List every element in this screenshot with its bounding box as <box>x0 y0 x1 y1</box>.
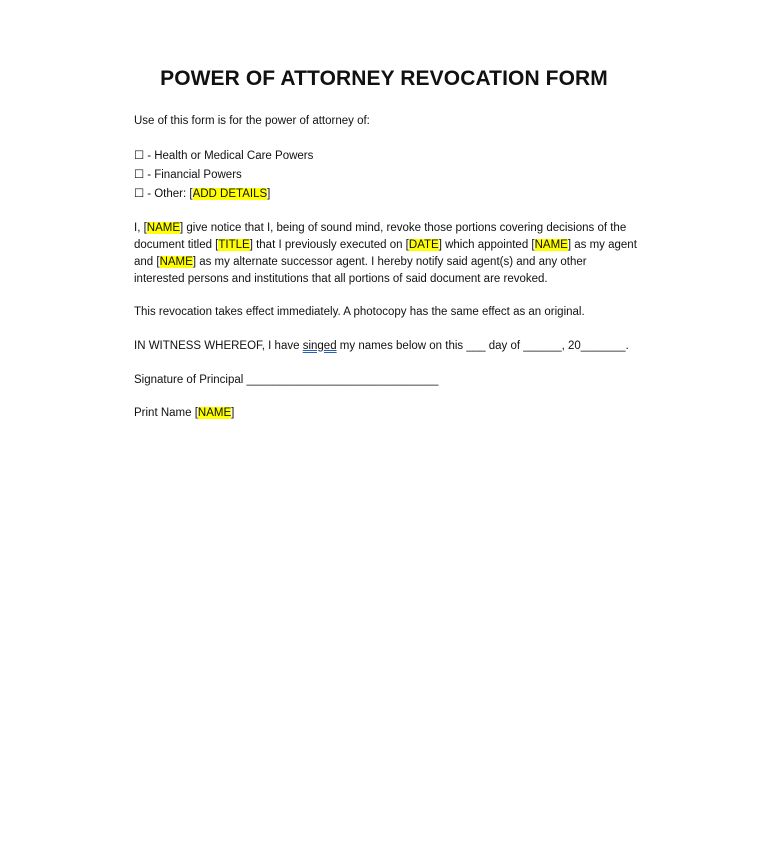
notice-text-5: ] as my agent and [ <box>134 239 637 268</box>
name-placeholder-principal: NAME <box>146 222 181 234</box>
print-name-suffix: ] <box>231 407 235 419</box>
intro-paragraph: Use of this form is for the power of attorney of: <box>134 115 370 127</box>
signature-row <box>134 372 639 389</box>
option-other <box>134 186 639 203</box>
notice-text-2: ] give notice that I, being of sound mind, revoke those portions covering decisions of the document titled [ <box>134 222 627 251</box>
document-title: POWER OF ATTORNEY REVOCATION FORM <box>160 67 608 90</box>
notice-paragraph <box>134 220 639 288</box>
print-name-label: Print Name [ <box>134 407 198 419</box>
signature-label: Signature of Principal <box>134 374 247 386</box>
checkbox-financial-icon: ☐ <box>134 169 145 181</box>
option-health-label: - Health or Medical Care Powers <box>144 150 314 162</box>
title-placeholder: TITLE <box>218 239 250 251</box>
option-other-label: - Other: [ <box>144 188 193 200</box>
notice-text-4: ] which appointed [ <box>438 239 535 251</box>
add-details-placeholder: ADD DETAILS <box>192 188 268 200</box>
notice-text-6: ] as my alternate successor agent. I hereby notify said agent(s) and any other interested persons and institutions that all portions of said document are revoked. <box>134 256 587 285</box>
date-placeholder: DATE <box>408 239 439 251</box>
name-placeholder-successor: NAME <box>159 256 193 268</box>
option-health <box>134 148 639 165</box>
checkbox-other-icon: ☐ <box>134 188 145 200</box>
checkbox-health-icon: ☐ <box>134 150 145 162</box>
print-name-row <box>134 405 639 422</box>
witness-text-2: my names below on this ___ day of ______, 20_______. <box>336 340 629 352</box>
misspelled-word: singed <box>302 340 337 352</box>
name-placeholder-agent: NAME <box>534 239 568 251</box>
witness-text-1: IN WITNESS WHEREOF, I have <box>134 340 303 352</box>
notice-text-1: I, [ <box>134 222 147 234</box>
option-other-suffix: ] <box>267 188 271 200</box>
print-name-placeholder: NAME <box>197 407 232 419</box>
signature-line: ______________________________ <box>246 374 439 386</box>
effect-paragraph: This revocation takes effect immediately. A photocopy has the same effect as an original. <box>134 306 585 318</box>
option-financial-label: - Financial Powers <box>144 169 242 181</box>
option-financial <box>134 167 639 184</box>
witness-paragraph <box>134 338 639 355</box>
notice-text-3: ] that I previously executed on [ <box>249 239 409 251</box>
